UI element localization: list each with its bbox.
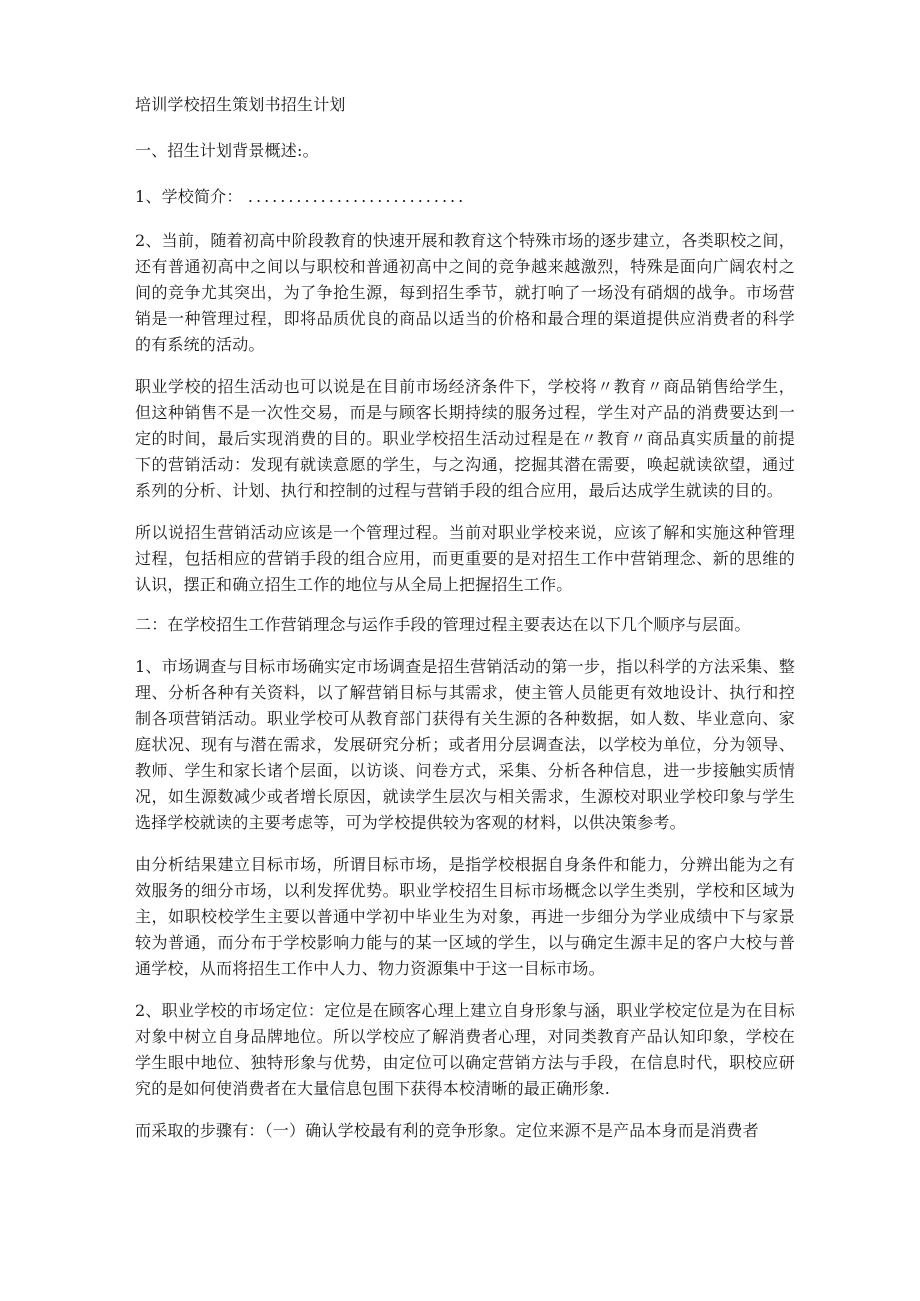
school-intro-line xyxy=(135,184,795,210)
school-intro-label: 1、学校简介： xyxy=(135,187,243,206)
paragraph-competition: 2、当前，随着初高中阶段教育的快速开展和教育这个特殊市场的逐步建立，各类职校之间，还有普通初高中之间以与职校和普通初高中之间的竞争越来越激烈，特殊是面向广阔农村之间的竞争尤其突出，为了争抢生源，每到招生季节，就打响了一场没有硝烟的战争。市场营销是一种管理过程，即将品质优良的商品以适当的价格和最合理的渠道提供应消费者的科学的有系统的活动。 xyxy=(135,231,795,354)
document-body xyxy=(135,92,795,1144)
section-heading-marketing-concept: 二：在学校招生工作营销理念与运作手段的管理过程主要表达在以下几个顺序与层面。 xyxy=(135,615,751,634)
section-heading-background: 一、招生计划背景概述:。 xyxy=(135,141,319,160)
paragraph-target-market: 由分析结果建立目标市场，所谓目标市场，是指学校根据自身条件和能力，分辨出能为之有效服务的细分市场，以利发挥优势。职业学校招生目标市场概念以学生类别，学校和区域为主，如职校校学生主要以普通中学初中毕业生为对象，再进一步细分为学业成绩中下与家景较为普通，而分布于学校影响力能与的某一区域的学生，以与确定生源丰足的客户大校与普通学校，从而将招生工作中人力、物力资源集中于这一目标市场。 xyxy=(135,855,795,978)
paragraph-steps: 而采取的步骤有：（一）确认学校最有利的竞争形象。定位来源不是产品本身而是消费者 xyxy=(135,1121,759,1140)
paragraph-market-research: 1、市场调查与目标市场确实定市场调查是招生营销活动的第一步，指以科学的方法采集、整理、分析各种有关资料，以了解营销目标与其需求，使主管人员能更有效地设计、执行和控制各项营销活动。职业学校可从教育部门获得有关生源的各种数据，如人数、毕业意向、家庭状况、现有与潜在需求，发展研究分析；或者用分层调查法，以学校为单位，分为领导、教师、学生和家长诸个层面，以访谈、问卷方式，采集、分析各种信息，进一步接触实质情况，如生源数减少或者增长原因，就读学生层次与相关需求，生源校对职业学校印象与学生选择学校就读的主要考虑等，可为学校提供较为客观的材料，以供决策参考。 xyxy=(135,657,795,832)
school-intro-placeholder-dots: ........................... xyxy=(247,187,467,206)
paragraph-enrollment-marketing: 职业学校的招生活动也可以说是在目前市场经济条件下，学校将〃教育〃商品销售给学生，但这种销售不是一次性交易，而是与顾客长期持续的服务过程，学生对产品的消费要达到一定的时间，最后实现消费的目的。职业学校招生活动过程是在〃教育〃商品真实质量的前提下的营销活动：发现有就读意愿的学生，与之沟通，挖掘其潜在需要，唤起就读欲望，通过系列的分析、计划、执行和控制的过程与营销手段的组合应用，最后达成学生就读的目的。 xyxy=(135,377,795,500)
document-title: 培训学校招生策划书招生计划 xyxy=(135,95,346,114)
paragraph-management-process: 所以说招生营销活动应该是一个管理过程。当前对职业学校来说，应该了解和实施这种管理过程，包括相应的营销手段的组合应用，而更重要的是对招生工作中营销理念、新的思维的认识，摆正和确立招生工作的地位与从全局上把握招生工作。 xyxy=(135,523,795,594)
paragraph-market-positioning: 2、职业学校的市场定位：定位是在顾客心理上建立自身形象与涵，职业学校定位是为在目标对象中树立自身品牌地位。所以学校应了解消费者心理，对同类教育产品认知印象，学校在学生眼中地位、独特形象与优势，由定位可以确定营销方法与手段，在信息时代，职校应研究的是如何使消费者在大量信息包围下获得本校清晰的最正确形象. xyxy=(135,1001,795,1098)
